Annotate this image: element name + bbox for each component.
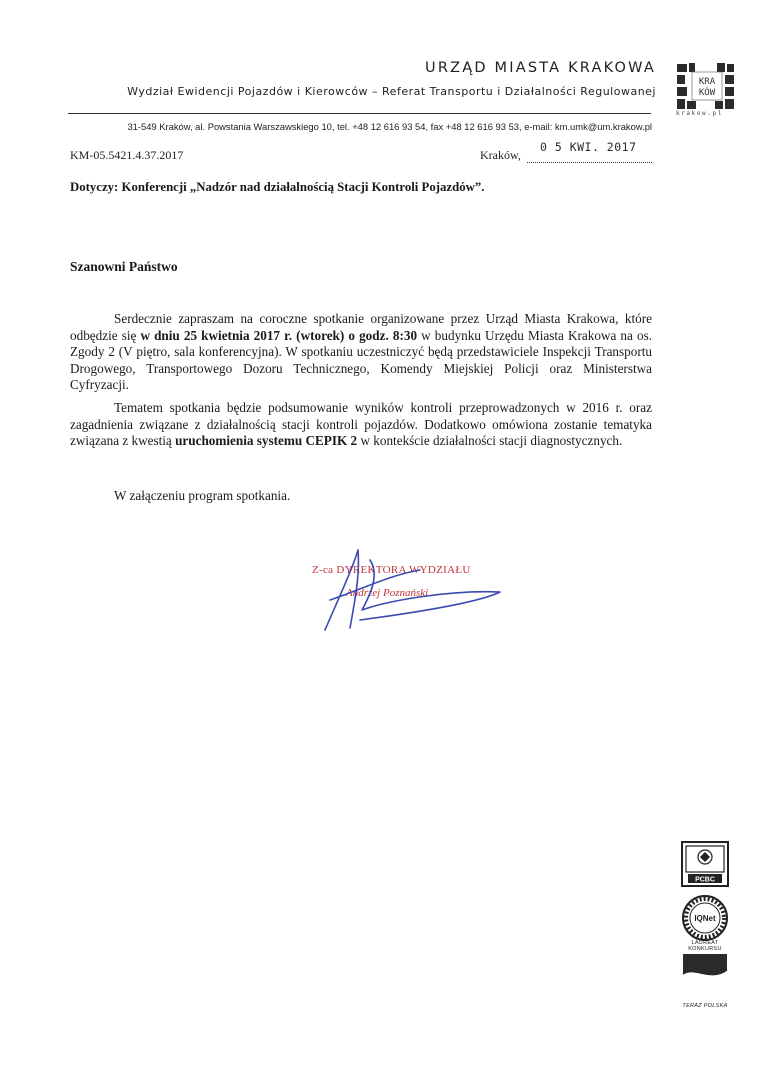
svg-text:IQNet: IQNet [694,914,716,923]
p2-text-b: w kontekście działalności stacji diagnostycznych. [357,433,623,448]
institution-name: URZĄD MIASTA KRAKOWA [425,60,656,76]
p2-text-a: Tematem spotkania będzie podsumowanie wyników kontroli przeprowadzonych w 2016 r. oraz zagadnienia związane z działalnością stacji kontroli pojazdów. Dodatkowo omówiona zostanie tematyka związana z kwestią [70,400,652,448]
subject-label: Dotyczy: [70,180,119,194]
svg-text:PCBC: PCBC [695,876,715,884]
krakow-logo-icon [675,60,735,112]
reference-number: KM-05.5421.4.37.2017 [70,148,184,162]
pcbc-logo-icon [680,840,730,888]
p2-cepik-bold: uruchomienia systemu CEPIK 2 [175,433,358,448]
svg-text:KRA: KRA [698,77,716,87]
svg-text:KÓW: KÓW [698,88,716,98]
teraz-polska-logo-icon [680,952,730,998]
place-label: Kraków, [480,148,521,162]
iqnet-logo-icon [680,893,730,943]
contact-line: 31-549 Kraków, al. Powstania Warszawskiego 10, tel. +48 12 616 93 54, fax +48 12 616 93 53, e-mail: km.umk@um.krakow.pl [127,121,652,132]
handwritten-signature-icon [300,540,520,650]
date-stamp: 0 5 KWI. 2017 [540,140,637,154]
paragraph-1 [70,311,652,394]
paragraph-2 [70,400,652,450]
subject-line [70,180,484,195]
logo-url: krakow.pl [676,110,723,117]
p1-text-b: w budynku Urzędu Miasta Krakowa na os. Zgody 2 (V piętro, sala konferencyjna). W spotkaniu uczestniczyć będą przedstawiciele Inspekcji Transportu Drogowego, Transportowego Dozoru Technicznego, Komendy Miejskiej Policji oraz Ministerstwa Cyfryzacji. [70,327,652,392]
pcbc-certificate [680,840,730,893]
closing-line: W załączeniu program spotkania. [114,488,291,503]
signature-name-stamp: Andrzej Poznański [346,587,429,599]
p1-text-a: Serdecznie zapraszam na coroczne spotkanie organizowane przez Urząd Miasta Krakowa, które odbędzie się [70,311,652,343]
teraz-polska-certificate [680,940,730,1009]
p1-date-bold: w dniu 25 kwietnia 2017 r. (wtorek) o godz. 8:30 [140,327,418,343]
signature-title-stamp: Z-ca DYREKTORA WYDZIAŁU [312,564,471,576]
laureat-caption: LAUREAT KONKURSU [688,940,722,952]
greeting: Szanowni Państwo [70,259,178,274]
subject-text: Konferencji „Nadzór nad działalnością Stacji Kontroli Pojazdów”. [121,180,485,194]
department-name: Wydział Ewidencji Pojazdów i Kierowców – Referat Transportu i Działalności Regulowanej [127,85,656,98]
teraz-polska-caption: TERAZ POLSKA [682,1003,728,1009]
header-divider [68,113,651,114]
